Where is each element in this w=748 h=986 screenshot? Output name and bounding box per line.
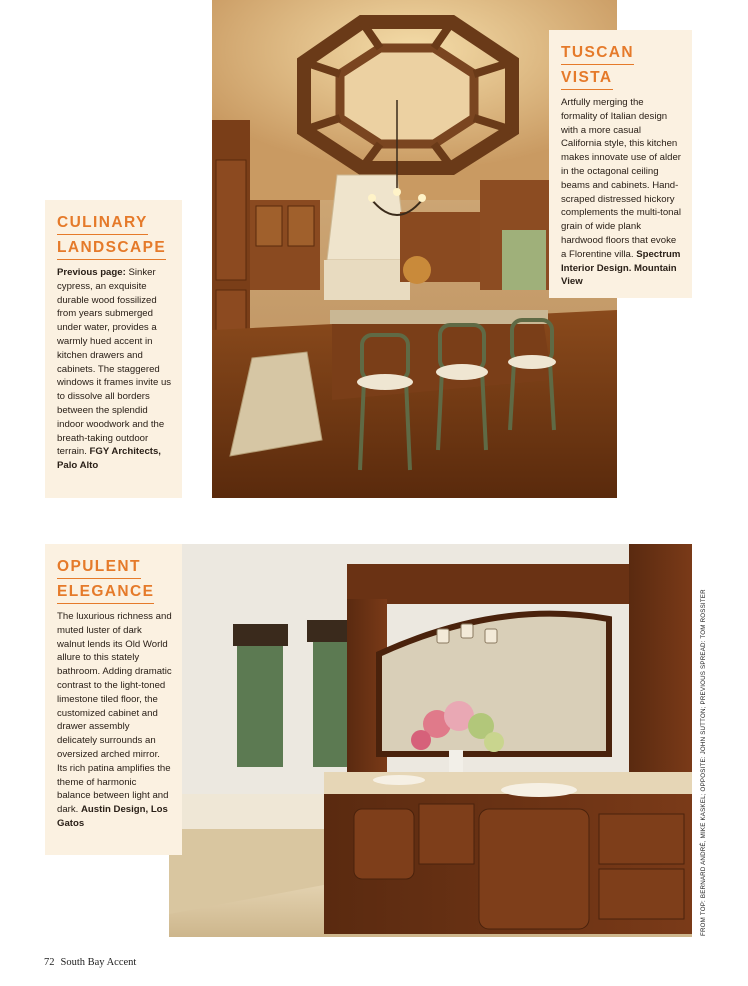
- page-footer: [44, 957, 136, 968]
- caption-lead: Previous page:: [57, 267, 126, 278]
- caption-text: Artfully merging the formality of Italian design with a more casual California style, this kitchen makes innovate use of alder in the octagonal ceiling beams and cabinets. Hand-scraped distressed hickory complements the multi-tonal grain of wide plank hardwood floors that evoke a Florentine villa.: [561, 97, 681, 260]
- caption-credit: FGY Architects, Palo Alto: [57, 446, 161, 472]
- bathroom-photo: [169, 544, 692, 937]
- caption-title: [57, 210, 172, 260]
- caption-body: [57, 266, 172, 473]
- caption-title: [57, 554, 172, 604]
- photo-credit: FROM TOP: BERNARD ANDRÉ, MIKE KASKEL; OPPOSITE: JOHN SUTTON; PREVIOUS SPREAD: TOM ROSSITER: [700, 589, 707, 936]
- caption-body: [561, 96, 682, 289]
- caption-body: [57, 610, 172, 831]
- publication-name: South Bay Accent: [60, 957, 137, 968]
- caption-culinary-landscape: [45, 200, 182, 498]
- caption-tuscan-vista: [549, 30, 692, 298]
- caption-text: Sinker cypress, an exquisite durable wood fossilized from years submerged under water, provides a warmly hued accent in kitchen drawers and cabinets. The staggered windows it frames invite us to dissolve all borders between the splendid indoor woodwork and the breath-taking outdoor terrain.: [57, 267, 172, 458]
- caption-text: The luxurious richness and muted luster of dark walnut lends its Old World allure to this stately bathroom. Adding dramatic contrast to the light-toned limestone tiled floor, the customized cabinet and drawer assembly delicately surrounds an oversized arched mirror. Its rich patina amplifies the theme of harmonic balance between light and dark.: [57, 611, 172, 816]
- caption-title-line: TUSCAN: [561, 42, 634, 65]
- caption-title-line: OPULENT: [57, 556, 141, 579]
- caption-credit: Spectrum Interior Design. Mountain View: [561, 248, 681, 288]
- caption-title-line: ELEGANCE: [57, 581, 154, 604]
- page-number: 72: [44, 957, 55, 968]
- caption-title-line: VISTA: [561, 67, 613, 90]
- caption-credit: Austin Design, Los Gatos: [57, 804, 168, 829]
- caption-title: [561, 40, 682, 90]
- caption-title-line: CULINARY: [57, 212, 148, 235]
- caption-title-line: LANDSCAPE: [57, 237, 166, 260]
- caption-opulent-elegance: [45, 544, 182, 855]
